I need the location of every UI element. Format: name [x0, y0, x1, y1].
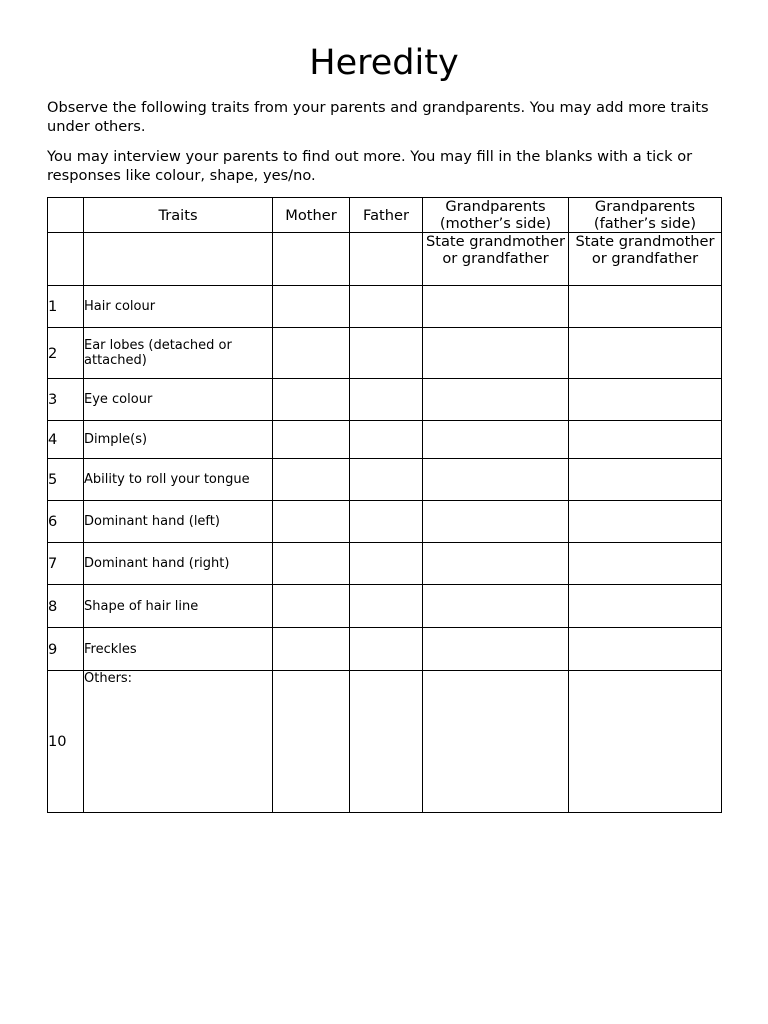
row-number: 2 — [48, 328, 84, 379]
row-number: 4 — [48, 421, 84, 459]
mother-answer-cell[interactable] — [273, 286, 350, 328]
grandparent-mother-side-answer-cell[interactable] — [423, 585, 569, 628]
header-grandparents-mother-side: Grandparents (mother’s side) — [423, 198, 569, 233]
table-row — [48, 328, 722, 379]
trait-label: Dominant hand (left) — [84, 501, 273, 543]
mother-answer-cell[interactable] — [273, 671, 350, 813]
grandparent-mother-side-answer-cell[interactable] — [423, 671, 569, 813]
subheader-mother-cell — [273, 233, 350, 286]
trait-label: Dominant hand (right) — [84, 543, 273, 585]
grandparent-father-side-answer-cell[interactable] — [569, 286, 722, 328]
grandparent-mother-side-answer-cell[interactable] — [423, 379, 569, 421]
table-header-row — [48, 198, 722, 233]
father-answer-cell[interactable] — [350, 628, 423, 671]
header-father: Father — [350, 198, 423, 233]
table-row — [48, 421, 722, 459]
grandparent-mother-side-answer-cell[interactable] — [423, 628, 569, 671]
subheader-grandparents-mother-side: State grandmother or grandfather — [423, 233, 569, 286]
header-number — [48, 198, 84, 233]
page-title: Heredity — [309, 43, 459, 83]
father-answer-cell[interactable] — [350, 671, 423, 813]
grandparent-father-side-answer-cell[interactable] — [569, 459, 722, 501]
heredity-table — [47, 197, 722, 813]
father-answer-cell[interactable] — [350, 328, 423, 379]
grandparent-mother-side-answer-cell[interactable] — [423, 421, 569, 459]
table-row — [48, 543, 722, 585]
grandparent-father-side-answer-cell[interactable] — [569, 543, 722, 585]
grandparent-mother-side-answer-cell[interactable] — [423, 328, 569, 379]
row-number: 5 — [48, 459, 84, 501]
mother-answer-cell[interactable] — [273, 459, 350, 501]
subheader-grandparents-father-side: State grandmother or grandfather — [569, 233, 722, 286]
father-answer-cell[interactable] — [350, 379, 423, 421]
grandparent-mother-side-answer-cell[interactable] — [423, 459, 569, 501]
grandparent-father-side-answer-cell[interactable] — [569, 379, 722, 421]
grandparent-mother-side-answer-cell[interactable] — [423, 543, 569, 585]
trait-label: Shape of hair line — [84, 585, 273, 628]
subheader-traits-cell — [84, 233, 273, 286]
table-row — [48, 379, 722, 421]
table-row — [48, 286, 722, 328]
grandparent-mother-side-answer-cell[interactable] — [423, 501, 569, 543]
father-answer-cell[interactable] — [350, 501, 423, 543]
father-answer-cell[interactable] — [350, 421, 423, 459]
header-traits: Traits — [84, 198, 273, 233]
grandparent-father-side-answer-cell[interactable] — [569, 501, 722, 543]
table-row — [48, 459, 722, 501]
trait-label: Ability to roll your tongue — [84, 459, 273, 501]
table-row — [48, 585, 722, 628]
row-number: 9 — [48, 628, 84, 671]
row-number: 8 — [48, 585, 84, 628]
table-row — [48, 628, 722, 671]
mother-answer-cell[interactable] — [273, 585, 350, 628]
grandparent-mother-side-answer-cell[interactable] — [423, 286, 569, 328]
father-answer-cell[interactable] — [350, 585, 423, 628]
trait-label: Hair colour — [84, 286, 273, 328]
intro-paragraph-2: You may interview your parents to find out more. You may fill in the blanks with a tick or responses like colour, shape, yes/no. — [47, 148, 693, 184]
mother-answer-cell[interactable] — [273, 379, 350, 421]
trait-label: Others: — [84, 671, 273, 813]
trait-label: Eye colour — [84, 379, 273, 421]
father-answer-cell[interactable] — [350, 459, 423, 501]
table-subheader-row — [48, 233, 722, 286]
trait-label: Ear lobes (detached or attached) — [84, 328, 273, 379]
trait-label: Freckles — [84, 628, 273, 671]
father-answer-cell[interactable] — [350, 286, 423, 328]
mother-answer-cell[interactable] — [273, 543, 350, 585]
mother-answer-cell[interactable] — [273, 501, 350, 543]
subheader-father-cell — [350, 233, 423, 286]
header-grandparents-father-side: Grandparents (father’s side) — [569, 198, 722, 233]
row-number: 1 — [48, 286, 84, 328]
row-number: 10 — [48, 671, 84, 813]
grandparent-father-side-answer-cell[interactable] — [569, 421, 722, 459]
subheader-number-cell — [48, 233, 84, 286]
table-row — [48, 501, 722, 543]
row-number: 6 — [48, 501, 84, 543]
father-answer-cell[interactable] — [350, 543, 423, 585]
grandparent-father-side-answer-cell[interactable] — [569, 628, 722, 671]
mother-answer-cell[interactable] — [273, 328, 350, 379]
mother-answer-cell[interactable] — [273, 421, 350, 459]
grandparent-father-side-answer-cell[interactable] — [569, 328, 722, 379]
grandparent-father-side-answer-cell[interactable] — [569, 671, 722, 813]
row-number: 3 — [48, 379, 84, 421]
header-mother: Mother — [273, 198, 350, 233]
mother-answer-cell[interactable] — [273, 628, 350, 671]
grandparent-father-side-answer-cell[interactable] — [569, 585, 722, 628]
trait-label: Dimple(s) — [84, 421, 273, 459]
intro-paragraph-1: Observe the following traits from your parents and grandparents. You may add more traits under others. — [47, 99, 709, 135]
row-number: 7 — [48, 543, 84, 585]
table-row — [48, 671, 722, 813]
